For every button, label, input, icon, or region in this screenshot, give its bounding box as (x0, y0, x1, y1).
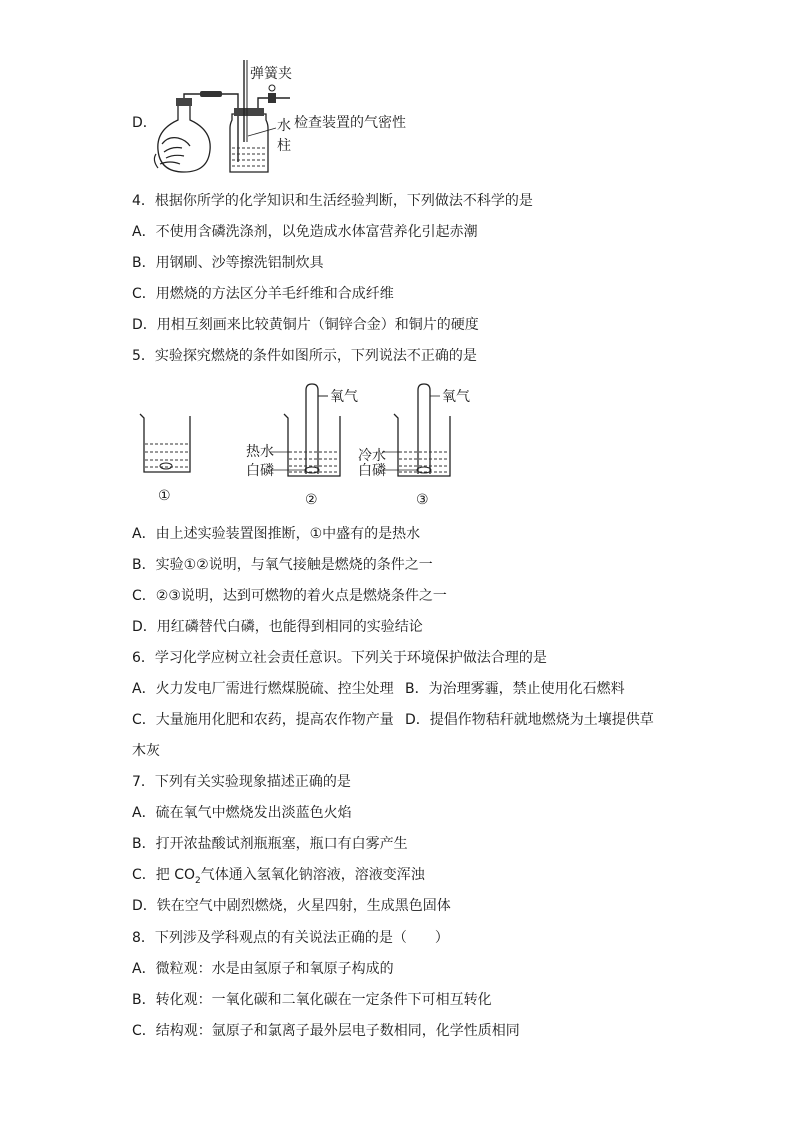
q7-option-d: D．铁在空气中剧烈燃烧，火星四射，生成黑色固体 (132, 898, 451, 914)
oxygen-label-2: 氧气 (330, 389, 358, 405)
q3-option-d-text: 检查装置的气密性 (294, 115, 406, 131)
figure-label-1: ① (158, 488, 171, 504)
q5-option-b: B．实验①②说明，与氧气接触是燃烧的条件之一 (132, 557, 433, 573)
q7-stem: 7．下列有关实验现象描述正确的是 (132, 774, 351, 790)
q8-option-b: B．转化观：一氧化碳和二氧化碳在一定条件下可相互转化 (132, 992, 492, 1008)
q7-option-c-post: 气体通入氢氧化钠溶液，溶液变浑浊 (200, 867, 425, 883)
q7-option-c-pre: C．把 CO (132, 867, 196, 883)
water-surface (232, 148, 266, 166)
q4-option-d: D．用相互刻画来比较黄铜片（铜锌合金）和铜片的硬度 (132, 317, 479, 333)
cold-water-label: 冷水 (358, 448, 386, 464)
oxygen-tube-2 (306, 384, 318, 474)
q4-option-b: B．用钢刷、沙等擦洗铝制炊具 (132, 255, 324, 271)
q5-stem: 5．实验探究燃烧的条件如图所示，下列说法不正确的是 (132, 348, 477, 364)
co2-subscript: 2 (195, 875, 201, 886)
figure-label-2: ② (305, 492, 318, 508)
oxygen-label-3: 氧气 (442, 389, 470, 405)
white-phosphorus-label-3: 白磷 (358, 463, 386, 479)
water-column-label-bottom: 柱 (277, 138, 291, 154)
q7-option-a: A．硫在氧气中燃烧发出淡蓝色火焰 (132, 805, 352, 821)
q5-option-a: A．由上述实验装置图推断，①中盛有的是热水 (132, 526, 421, 542)
white-phosphorus-1 (160, 463, 172, 469)
q6-option-a: A．火力发电厂需进行燃煤脱硫、控尘处理 (132, 681, 394, 697)
q8-option-a: A．微粒观：水是由氢原子和氧原子构成的 (132, 961, 394, 977)
q5-option-d: D．用红磷替代白磷，也能得到相同的实验结论 (132, 619, 423, 635)
wash-bottle (230, 114, 268, 172)
q8-option-c: C．结构观：氩原子和氯离子最外层电子数相同，化学性质相同 (132, 1023, 520, 1039)
hot-water-label: 热水 (246, 444, 274, 460)
q6-option-d-continued: 木灰 (132, 743, 160, 759)
spring-clamp-icon (268, 93, 276, 103)
q7-option-b: B．打开浓盐酸试剂瓶瓶塞，瓶口有白雾产生 (132, 836, 408, 852)
q4-stem: 4．根据你所学的化学知识和生活经验判断，下列做法不科学的是 (132, 193, 533, 209)
white-phosphorus-label-2: 白磷 (246, 463, 274, 479)
rubber-tube (200, 91, 222, 97)
q4-option-a: A．不使用含磷洗涤剂，以免造成水体富营养化引起赤潮 (132, 224, 478, 240)
q7-option-c (132, 865, 425, 891)
q5-option-c: C．②③说明，达到可燃物的着火点是燃烧条件之一 (132, 588, 447, 604)
spring-clamp-label: 弹簧夹 (250, 66, 292, 82)
hand-icon (154, 138, 190, 168)
flask-stopper (176, 98, 192, 106)
q6-option-b: B．为治理雾霾，禁止使用化石燃料 (405, 681, 625, 697)
oxygen-tube-3 (418, 384, 430, 474)
water-column-label-top: 水 (277, 118, 291, 134)
bottle-stopper (234, 108, 264, 116)
q6-option-c: C．大量施用化肥和农药，提高农作物产量 (132, 712, 394, 728)
q3-option-d-letter: D． (132, 115, 157, 131)
q4-option-c: C．用燃烧的方法区分羊毛纤维和合成纤维 (132, 286, 394, 302)
q6-option-d: D．提倡作物秸秆就地燃烧为土壤提供草 (405, 712, 654, 728)
q8-stem: 8．下列涉及学科观点的有关说法正确的是（ ） (132, 930, 449, 946)
q6-stem: 6．学习化学应树立社会责任意识。下列关于环境保护做法合理的是 (132, 650, 547, 666)
figure-label-3: ③ (416, 492, 429, 508)
